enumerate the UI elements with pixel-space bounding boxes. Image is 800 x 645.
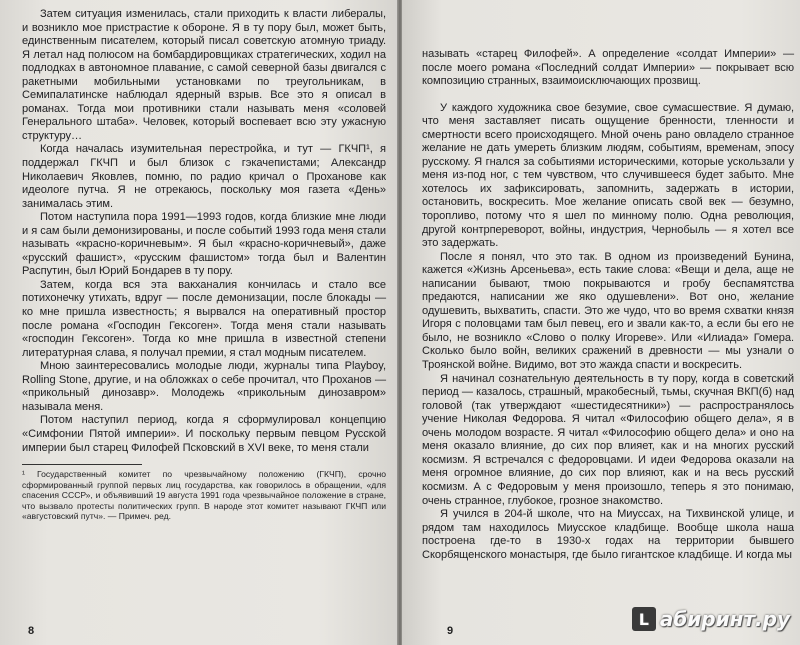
left-paragraph-1: Затем ситуация изменилась, стали приходить к власти либералы, и возникло мое пристрастие к обороне. Я в ту пору был, может быть, единственным писателем, который писал советскую атомную триаду. Я летал над полюсом на бомбардировщиках стратегических, ходил на подлодках в автономное плавание, с самой северной базы двигался с ракетными мобильными установками по треугольникам, в Семипалатинске наблюдал ядерный взрыв. Все это я описал в романах. Тогда мои противники стали называть меня «соловей Генерального штаба». Человек, который воспевает всю эту ужасную структуру… xyxy=(22,8,386,142)
right-paragraph-1: называть «старец Филофей». А определение «солдат Империи» — после моего романа «Последний солдат Империи» — покрывает всю композицию странных, взаимоисключающих прозвищ. xyxy=(422,48,794,88)
watermark-text: абиринт.ру xyxy=(659,607,790,631)
left-paragraph-4: Затем, когда вся эта вакханалия кончилась и стало все потихонечку утихать, вдруг — после демонизации, после блокады — ко мне пришла известность; я вырвался на оперативный простор после романа «Господин Гексоген». Тогда меня стали называть «господин Гексоген». Тогда ко мне пришла в известной степени литературная слава, я получал премии, я стал модным писателем. xyxy=(22,278,386,359)
right-page xyxy=(402,0,800,645)
footnote-divider xyxy=(22,464,142,465)
right-paragraph-2: У каждого художника свое безумие, свое сумасшествие. Я думаю, что меня заставляет писать ощущение бренности, тленности и смертности всего происходящего. Мной очень рано овладело странное желание не дать умереть близким людям, событиям, временам, эпосу русскому. Я гнался за событиями историческими, которые ускользали у меня из-под ног, с тем чувством, что случившееся будет забыто. Мне хотелось их зафиксировать, запомнить, задержать в истории, остановить, воскресить. Мое желание описать свой век — безумно, торопливо, потому что я шел по минному полю. Одна революция, другой контрпереворот, войны, индустрия, Чернобыль — я хотел все это задержать. xyxy=(422,101,794,250)
left-paragraph-5: Мною заинтересовались молодые люди, журналы типа Playboy, Rolling Stone, другие, и на обложках о себе прочитал, что Проханов — «прикольный динозавр». Молодежь «прикольным динозавром» называла меня. xyxy=(22,360,386,413)
labirint-watermark xyxy=(632,607,790,631)
left-page xyxy=(0,0,398,645)
left-paragraph-6: Потом наступил период, когда я сформулировал концепцию «Симфонии Пятой империи». И поскольку первым певцом Русской империи был старец Филофей Псковский в XVI веке, то меня стали xyxy=(22,414,386,454)
left-page-body xyxy=(22,8,386,455)
right-paragraph-3: После я понял, что это так. В одном из произведений Бунина, кажется «Жизнь Арсеньева», есть такие слова: «Вещи и дела, аще не написании бывают, тмою покрываются и гробу беспамятства предаются, написании же яко одушевлени». Вот оно, желание одушевить, выхватить, спасти. Это же чудо, что во время схватки князя Игоря с половцами там был певец, его и звали как-то, а если бы его не было, не возникло «Слово о полку Игореве». Или «Илиада» Гомера. Сколько было войн, великих сражений в древности — мы узнали о Троянской войне. Видимо, вот это жажда спасти и воскресить. xyxy=(422,250,794,372)
left-paragraph-3: Потом наступила пора 1991—1993 годов, когда близкие мне люди и я сам были демонизированы, и после событий 1993 года меня стали называть «красно-коричневым». Я был «красно-коричневый», даже «русский фашист», «русским фашистом» тогда был и Валентин Распутин, был Юрий Бондарев в ту пору. xyxy=(22,211,386,278)
right-page-body xyxy=(422,48,794,562)
page-number-right: 9 xyxy=(447,625,454,637)
left-paragraph-2: Когда началась изумительная перестройка, и тут — ГКЧП¹, я поддержал ГКЧП и был близок с гэкачепистами; Александр Николаевич Яковлев, помню, по радио кричал о Проханове как идеологе путча. Я не отрекаюсь, поскольку моя газета «День» занималась этим. xyxy=(22,143,386,210)
footnote: ¹ Государственный комитет по чрезвычайному положению (ГКЧП), срочно сформированный группой первых лиц государства, как говорилось в обращении, «для спасения СССР», и объявивший 19 августа 1991 года чрезвычайное положение в стране, что вызвало протесты политических групп. В народе этот комитет называют ГКЧП или «августовский путч». — Примеч. ред. xyxy=(22,469,386,522)
labirint-logo-icon: L xyxy=(632,607,656,631)
right-paragraph-4: Я начинал сознательную деятельность в ту пору, когда в советский период — казалось, страшный, мракобесный, тьмы, скучная ВКП(б) над головой (так утверждают «шестидесятники») — распространялось учение Николая Федорова. Я читал «Философию общего дела», я в очень молодом возрасте. Я читал «Философию общего дела» и оно на меня оказало влияние, до сих пор влияет, как и на многих русский космизм. Я встречался с федоровцами. И идеи Федорова оказали на меня огромное влияние, до сих пор влияют, как и на весь русский космизм. А с Федоровым у меня произошло, теперь я это понимаю, очень странное, глубокое, грозное знакомство. xyxy=(422,372,794,507)
page-number-left: 8 xyxy=(28,625,35,637)
right-paragraph-5: Я учился в 204-й школе, что на Миуссах, на Тихвинской улице, и рядом там находилось Миусское кладбище. Вообще школа наша построена где-то в 1930-х годах на территории бывшего Скорбященского монастыря, где было гигантское кладбище. И когда мы xyxy=(422,508,794,561)
